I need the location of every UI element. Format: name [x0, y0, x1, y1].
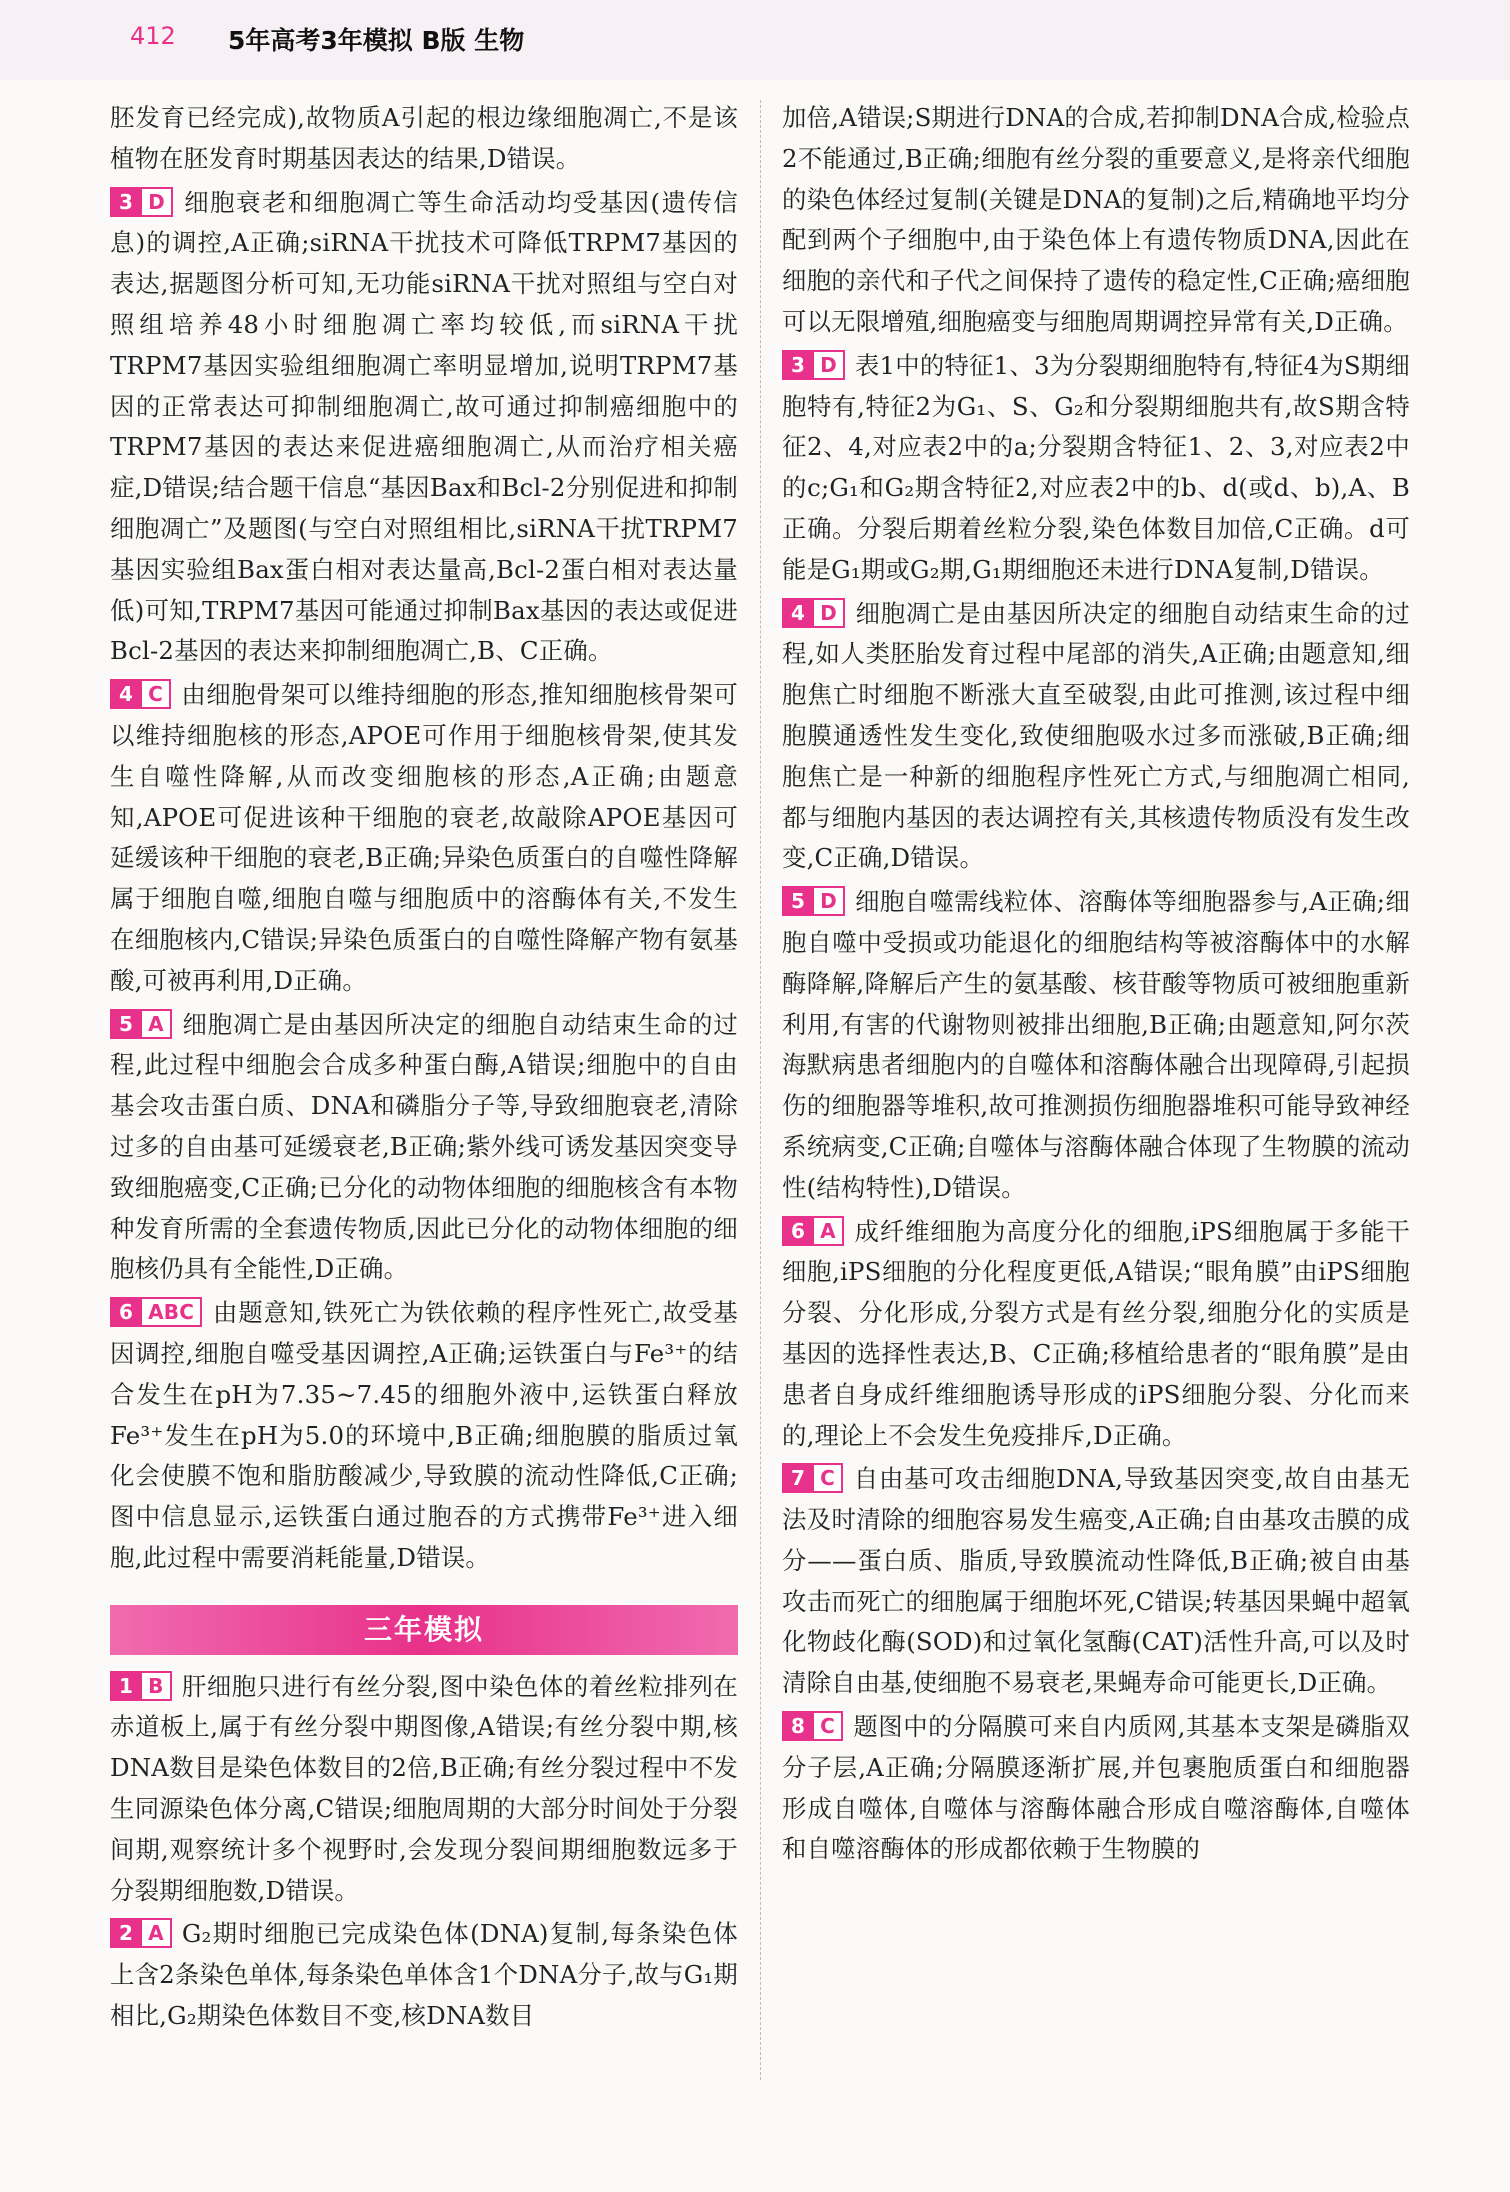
answer-item	[782, 1459, 1410, 1704]
question-number: 4	[782, 598, 814, 628]
answer-key: ABC	[142, 1297, 202, 1327]
answer-item	[110, 1293, 738, 1579]
answer-key: D	[142, 187, 173, 217]
page-number: 412	[130, 22, 176, 50]
explanation-text: 细胞衰老和细胞凋亡等生命活动均受基因(遗传信息)的调控,A正确;siRNA干扰技术可降低TRPM7基因的表达,据题图分析可知,无功能siRNA干扰对照组与空白对照组培养48小时细胞凋亡率均较低,而siRNA干扰TRPM7基因实验组细胞凋亡率明显增加,说明TRPM7基因的正常表达可抑制细胞凋亡,故可通过抑制癌细胞中的TRPM7基因的表达来促进癌细胞凋亡,从而治疗相关癌症,D错误;结合题干信息“基因Bax和Bcl-2分别促进和抑制细胞凋亡”及题图(与空白对照组相比,siRNA干扰TRPM7基因实验组Bax蛋白相对表达量高,Bcl-2蛋白相对表达量低)可知,TRPM7基因可能通过抑制Bax基因的表达或促进Bcl-2基因的表达来抑制细胞凋亡,B、C正确。	[110, 187, 738, 666]
answer-key: A	[142, 1918, 172, 1948]
continuation-paragraph: 胚发育已经完成),故物质A引起的根边缘细胞凋亡,不是该植物在胚发育时期基因表达的结果,D错误。	[110, 103, 738, 173]
question-number: 5	[782, 886, 814, 916]
question-number: 3	[110, 187, 142, 217]
answer-key: D	[814, 886, 845, 916]
question-number: 7	[782, 1463, 814, 1493]
question-number: 6	[782, 1216, 814, 1246]
column-divider	[760, 100, 761, 2080]
explanation-text: 细胞凋亡是由基因所决定的细胞自动结束生命的过程,如人类胚胎发育过程中尾部的消失,A正确;由题意知,细胞焦亡时细胞不断涨大直至破裂,由此可推测,该过程中细胞膜通透性发生变化,致使细胞吸水过多而涨破,B正确;细胞焦亡是一种新的细胞程序性死亡方式,与细胞凋亡相同,都与细胞内基因的表达调控有关,其核遗传物质没有发生改变,C正确,D错误。	[782, 598, 1410, 873]
question-number: 5	[110, 1009, 142, 1039]
answer-badge	[782, 1463, 843, 1493]
answer-item	[782, 882, 1410, 1208]
question-number: 3	[782, 350, 814, 380]
answer-key: A	[142, 1009, 172, 1039]
answer-key: D	[814, 350, 845, 380]
explanation-text: 肝细胞只进行有丝分裂,图中染色体的着丝粒排列在赤道板上,属于有丝分裂中期图像,A错误;有丝分裂中期,核DNA数目是染色体数目的2倍,B正确;有丝分裂过程中不发生同源染色体分离,C错误;细胞周期的大部分时间处于分裂间期,观察统计多个视野时,会发现分裂间期细胞数远多于分裂期细胞数,D错误。	[110, 1671, 738, 1905]
answer-item	[782, 1707, 1410, 1870]
explanation-text: G₂期时细胞已完成染色体(DNA)复制,每条染色体上含2条染色单体,每条染色单体含1个DNA分子,故与G₁期相比,G₂期染色体数目不变,核DNA数目	[110, 1919, 738, 2031]
explanation-text: 由题意知,铁死亡为铁依赖的程序性死亡,故受基因调控,细胞自噬受基因调控,A正确;运铁蛋白与Fe³⁺的结合发生在pH为7.35~7.45的细胞外液中,运铁蛋白释放Fe³⁺发生在pH为5.0的环境中,B正确;细胞膜的脂质过氧化会使膜不饱和脂肪酸减少,导致膜的流动性降低,C正确;图中信息显示,运铁蛋白通过胞吞的方式携带Fe³⁺进入细胞,此过程中需要消耗能量,D错误。	[110, 1298, 738, 1572]
explanation-text: 自由基可攻击细胞DNA,导致基因突变,故自由基无法及时清除的细胞容易发生癌变,A正确;自由基攻击膜的成分——蛋白质、脂质,导致膜流动性降低,B正确;被自由基攻击而死亡的细胞属于细胞坏死,C错误;转基因果蝇中超氧化物歧化酶(SOD)和过氧化氢酶(CAT)活性升高,可以及时清除自由基,使细胞不易衰老,果蝇寿命可能更长,D正确。	[782, 1464, 1410, 1698]
answer-badge	[782, 350, 845, 380]
explanation-text: 由细胞骨架可以维持细胞的形态,推知细胞核骨架可以维持细胞核的形态,APOE可作用于细胞核骨架,使其发生自噬性降解,从而改变细胞核的形态,A正确;由题意知,APOE可促进该种干细胞的衰老,故敲除APOE基因可延缓该种干细胞的衰老,B正确;异染色质蛋白的自噬性降解属于细胞自噬,细胞自噬与细胞质中的溶酶体有关,不发生在细胞核内,C错误;异染色质蛋白的自噬性降解产物有氨基酸,可被再利用,D正确。	[110, 680, 738, 995]
section-title-bar: 三年模拟	[110, 1605, 738, 1655]
explanation-text: 细胞自噬需线粒体、溶酶体等细胞器参与,A正确;细胞自噬中受损或功能退化的细胞结构等被溶酶体中的水解酶降解,降解后产生的氨基酸、核苷酸等物质可被细胞重新利用,有害的代谢物则被排出细胞,B正确;由题意知,阿尔茨海默病患者细胞内的自噬体和溶酶体融合出现障碍,引起损伤的细胞器等堆积,故可推测损伤细胞器堆积可能导致神经系统病变,C正确;自噬体与溶酶体融合体现了生物膜的流动性(结构特性),D错误。	[782, 887, 1410, 1202]
answer-item	[110, 675, 738, 1001]
explanation-text: 题图中的分隔膜可来自内质网,其基本支架是磷脂双分子层,A正确;分隔膜逐渐扩展,并包裹胞质蛋白和细胞器形成自噬体,自噬体与溶酶体融合形成自噬溶酶体,自噬体和自噬溶酶体的形成都依赖于生物膜的	[782, 1712, 1410, 1864]
answer-item	[110, 183, 738, 673]
continuation-paragraph: 加倍,A错误;S期进行DNA的合成,若抑制DNA合成,检验点2不能通过,B正确;细胞有丝分裂的重要意义,是将亲代细胞的染色体经过复制(关键是DNA的复制)之后,精确地平均分配到两个子细胞中,由于染色体上有遗传物质DNA,因此在细胞的亲代和子代之间保持了遗传的稳定性,C正确;癌细胞可以无限增殖,细胞癌变与细胞周期调控异常有关,D正确。	[782, 103, 1410, 336]
answer-badge	[110, 1918, 172, 1948]
explanation-text: 表1中的特征1、3为分裂期细胞特有,特征4为S期细胞特有,特征2为G₁、S、G₂和分裂期细胞共有,故S期含特征2、4,对应表2中的a;分裂期含特征1、2、3,对应表2中的c;G₁和G₂期含特征2,对应表2中的b、d(或d、b),A、B正确。分裂后期着丝粒分裂,染色体数目加倍,C正确。d可能是G₁期或G₂期,G₁期细胞还未进行DNA复制,D错误。	[782, 350, 1410, 584]
page-header	[0, 0, 1510, 80]
answer-badge	[110, 1009, 172, 1039]
answer-item	[782, 1212, 1410, 1457]
explanation-text: 成纤维细胞为高度分化的细胞,iPS细胞属于多能干细胞,iPS细胞的分化程度更低,A错误;“眼角膜”由iPS细胞分裂、分化形成,分裂方式是有丝分裂,细胞分化的实质是基因的选择性表达,B、C正确;移植给患者的“眼角膜”是由患者自身成纤维细胞诱导形成的iPS细胞分裂、分化而来的,理论上不会发生免疫排斥,D正确。	[782, 1216, 1410, 1450]
answer-key: C	[814, 1463, 843, 1493]
explanation-text: 细胞凋亡是由基因所决定的细胞自动结束生命的过程,此过程中细胞会合成多种蛋白酶,A错误;细胞中的自由基会攻击蛋白质、DNA和磷脂分子等,导致细胞衰老,清除过多的自由基可延缓衰老,B正确;紫外线可诱发基因突变导致细胞癌变,C正确;已分化的动物体细胞的细胞核含有本物种发育所需的全套遗传物质,因此已分化的动物体细胞的细胞核仍具有全能性,D正确。	[110, 1009, 738, 1284]
answer-key: C	[142, 679, 171, 709]
question-number: 6	[110, 1297, 142, 1327]
answer-key: C	[814, 1711, 843, 1741]
question-number: 2	[110, 1918, 142, 1948]
answer-item	[782, 346, 1410, 591]
answer-badge	[782, 598, 845, 628]
right-column	[782, 98, 1410, 1873]
answer-badge	[110, 1671, 172, 1701]
answer-badge	[782, 886, 845, 916]
book-title: 5年高考3年模拟 B版 生物	[228, 26, 525, 55]
answer-item	[110, 1005, 738, 1291]
answer-item	[782, 594, 1410, 880]
answer-badge	[110, 679, 171, 709]
answer-badge	[782, 1711, 843, 1741]
answer-key: A	[814, 1216, 844, 1246]
question-number: 4	[110, 679, 142, 709]
question-number: 8	[782, 1711, 814, 1741]
question-number: 1	[110, 1671, 142, 1701]
answer-badge	[782, 1216, 844, 1246]
left-column	[110, 98, 738, 2040]
answer-item	[110, 1914, 738, 2036]
answer-badge	[110, 187, 173, 217]
answer-item	[110, 1667, 738, 1912]
answer-badge	[110, 1297, 202, 1327]
answer-key: D	[814, 598, 845, 628]
answer-key: B	[142, 1671, 171, 1701]
